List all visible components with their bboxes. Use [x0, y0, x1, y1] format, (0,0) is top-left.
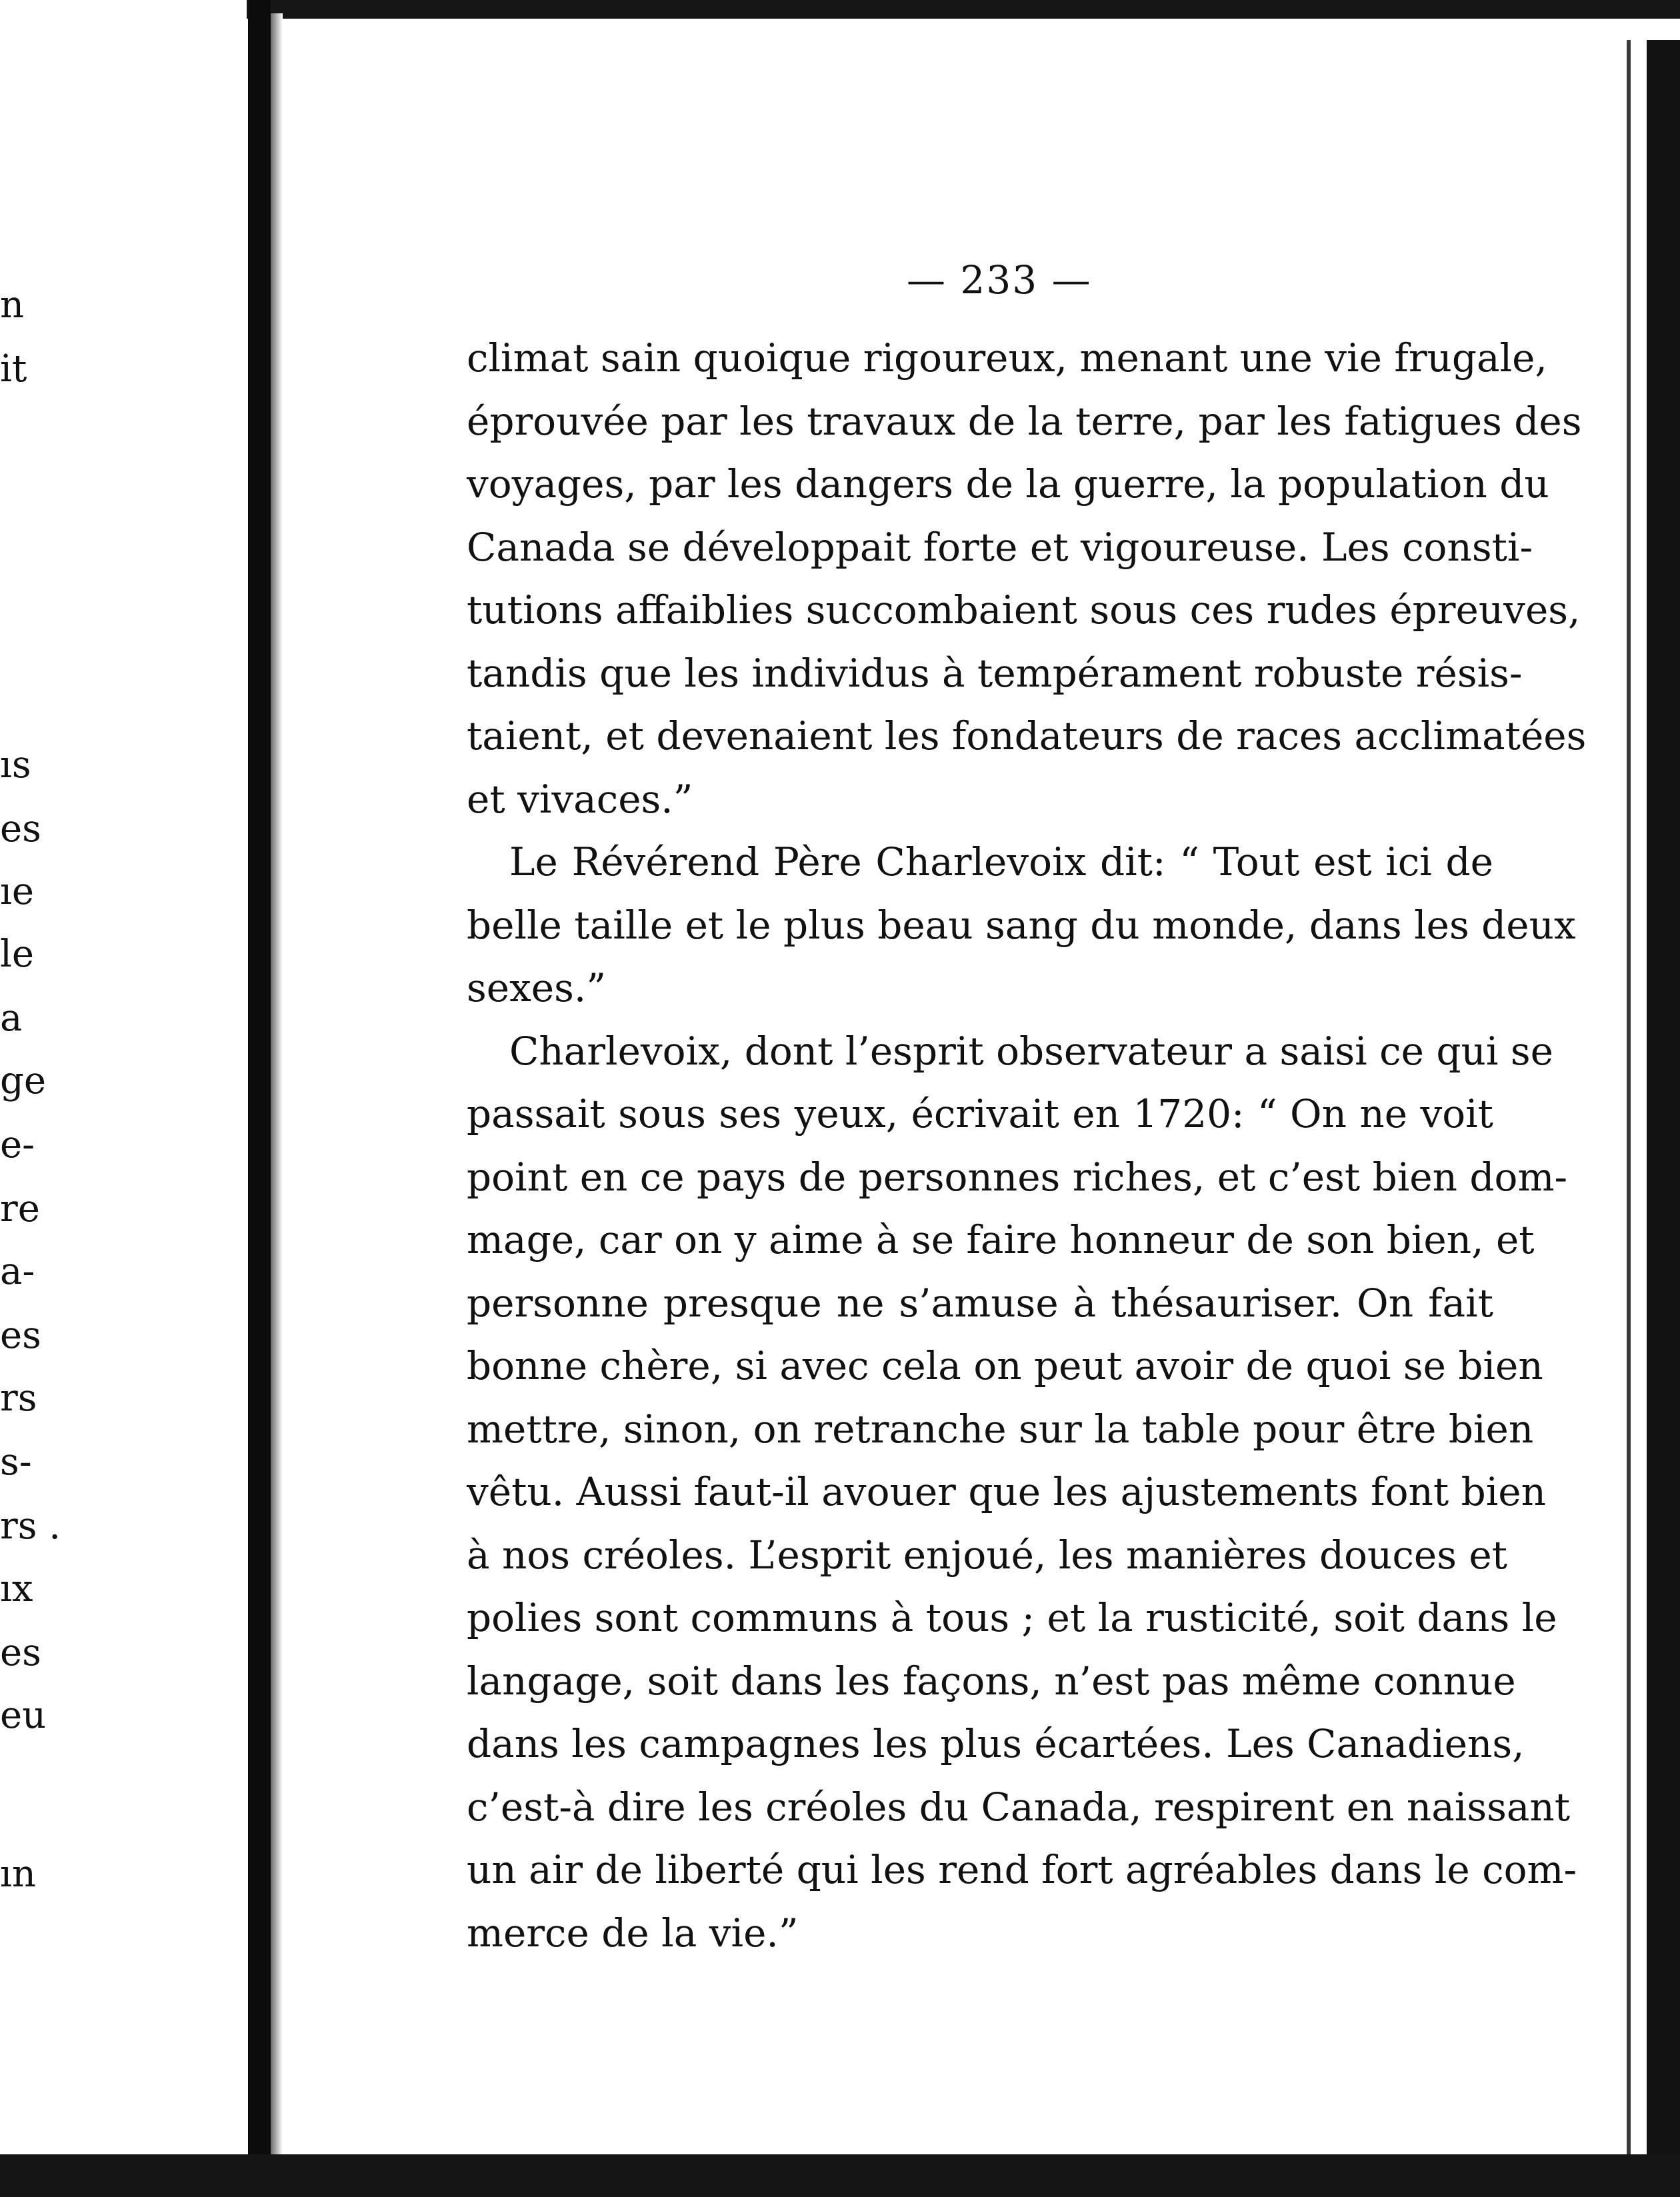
facing-page-text: rs .: [0, 1504, 61, 1548]
text-line: sexes.”: [467, 965, 606, 1011]
book-gutter: [248, 0, 271, 2197]
text-line: polies sont communs à tous ; et la rusticité, soit dans le: [467, 1595, 1557, 1640]
facing-page-text: ıe: [0, 870, 35, 913]
scan-bottom-edge: [0, 2154, 1680, 2197]
gutter-shadow: [271, 13, 283, 2160]
text-line: bonne chère, si avec cela on peut avoir de quoi se bien: [467, 1343, 1543, 1388]
facing-page-text: s-: [0, 1440, 32, 1484]
text-line: mettre, sinon, on retranche sur la table pour être bien: [467, 1406, 1534, 1452]
facing-page-text: a: [0, 997, 23, 1040]
text-line: belle taille et le plus beau sang du monde, dans les deux: [467, 902, 1576, 948]
text-line: passait sous ses yeux, écrivait en 1720: “ On ne voit: [467, 1091, 1493, 1136]
text-line: éprouvée par les travaux de la terre, par les fatigues des: [467, 398, 1582, 444]
text-line: à nos créoles. L’esprit enjoué, les manières douces et: [467, 1532, 1508, 1578]
facing-page-text: re: [0, 1187, 40, 1230]
text-line: climat sain quoique rigoureux, menant une vie frugale,: [467, 335, 1547, 381]
facing-page-text: ın: [0, 1852, 36, 1896]
facing-page-text: es: [0, 1314, 41, 1357]
text-line: point en ce pays de personnes riches, et c’est bien dom-: [467, 1154, 1568, 1200]
facing-page-text: eu: [0, 1694, 47, 1737]
facing-page-text: es: [0, 807, 41, 851]
text-line: tandis que les individus à tempérament robuste résis-: [467, 650, 1523, 696]
scan-top-edge: [247, 0, 1680, 19]
text-line: Canada se développait forte et vigoureuse. Les consti-: [467, 524, 1533, 570]
facing-page-fragment: [0, 0, 248, 2154]
text-line: personne presque ne s’amuse à thésauriser. On fait: [467, 1280, 1493, 1326]
text-line: langage, soit dans les façons, n’est pas même connue: [467, 1658, 1516, 1704]
facing-page-text: ge: [0, 1059, 46, 1102]
text-line: Le Révérend Père Charlevoix dit: “ Tout est ici de: [509, 839, 1493, 885]
text-line: Charlevoix, dont l’esprit observateur a saisi ce qui se: [509, 1028, 1553, 1074]
scan-right-edge: [1647, 40, 1680, 2160]
facing-page-text: ıx: [0, 1567, 33, 1610]
text-line: c’est-à dire les créoles du Canada, respirent en naissant: [467, 1784, 1571, 1830]
facing-page-text: le: [0, 933, 35, 976]
facing-page-text: n: [0, 283, 25, 327]
text-line: dans les campagnes les plus écartées. Les Canadiens,: [467, 1721, 1525, 1766]
text-line: tutions affaiblies succombaient sous ces rudes épreuves,: [467, 587, 1581, 633]
page-number: — 233 —: [907, 257, 1092, 303]
page-edge-line: [1627, 40, 1631, 2160]
text-line: vêtu. Aussi faut-il avouer que les ajustements font bien: [467, 1469, 1546, 1514]
facing-page-text: rs: [0, 1376, 37, 1420]
text-line: voyages, par les dangers de la guerre, la population du: [467, 461, 1549, 507]
text-line: et vivaces.”: [467, 776, 693, 822]
body-text: [467, 327, 1587, 1964]
text-line: un air de liberté qui les rend fort agréables dans le com-: [467, 1847, 1577, 1892]
facing-page-text: it: [0, 347, 27, 391]
facing-page-text: e-: [0, 1123, 35, 1166]
text-line: taient, et devenaient les fondateurs de races acclimatées: [467, 713, 1587, 759]
facing-page-text: ıs: [0, 743, 31, 787]
text-line: mage, car on y aime à se faire honneur de son bien, et: [467, 1217, 1535, 1262]
facing-page-text: es: [0, 1631, 41, 1674]
facing-page-text: a-: [0, 1250, 35, 1293]
text-line: merce de la vie.”: [467, 1910, 799, 1956]
